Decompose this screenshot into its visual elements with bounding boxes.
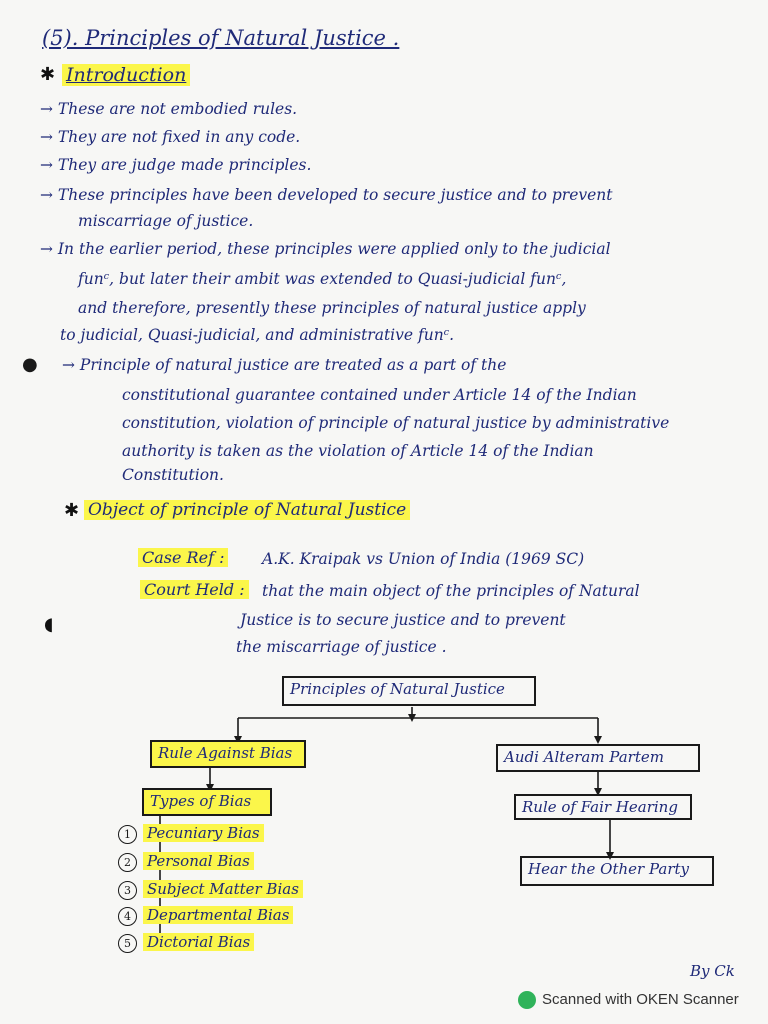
bias-number-3: 3 bbox=[118, 881, 137, 900]
rule-of-fair-hearing-box: Rule of Fair Hearing bbox=[514, 794, 692, 820]
bias-label-2: Personal Bias bbox=[143, 852, 254, 870]
bias-number-1: 1 bbox=[118, 825, 137, 844]
intro-line-1: → These are not embodied rules. bbox=[40, 100, 298, 118]
hear-other-party-box: Hear the Other Party bbox=[520, 856, 714, 886]
audi-alteram-partem-box: Audi Alteram Partem bbox=[496, 744, 700, 772]
intro-line-11: constitutional guarantee contained under Article 14 of the Indian bbox=[122, 386, 637, 404]
case-ref-value: A.K. Kraipak vs Union of India (1969 SC) bbox=[262, 550, 585, 568]
court-held-label-text: Court Held : bbox=[140, 580, 249, 599]
court-held-line-3: the miscarriage of justice . bbox=[236, 638, 447, 656]
types-of-bias-box: Types of Bias bbox=[142, 788, 272, 816]
intro-heading-text: Introduction bbox=[62, 64, 190, 86]
signature: By Ck bbox=[690, 962, 735, 980]
intro-line-13: authority is taken as the violation of Article 14 of the Indian bbox=[122, 442, 594, 460]
bias-number-5: 5 bbox=[118, 934, 137, 953]
intro-line-7: funᶜ, but later their ambit was extended to Quasi-judicial funᶜ, bbox=[78, 270, 567, 288]
bias-item-4 bbox=[118, 906, 293, 926]
bias-item-1 bbox=[118, 824, 264, 844]
bias-item-3 bbox=[118, 880, 303, 900]
object-heading-text: Object of principle of Natural Justice bbox=[84, 500, 410, 520]
intro-line-4: → These principles have been developed to secure justice and to prevent bbox=[40, 186, 613, 204]
bias-item-2 bbox=[118, 852, 254, 872]
scanner-footer-text: Scanned with OKEN Scanner bbox=[542, 991, 739, 1008]
bias-number-2: 2 bbox=[118, 853, 137, 872]
star-marker-icon: ✱ bbox=[40, 64, 56, 85]
intro-line-6: → In the earlier period, these principles were applied only to the judicial bbox=[40, 240, 611, 258]
intro-line-3: → They are judge made principles. bbox=[40, 156, 312, 174]
star-marker-icon: ✱ bbox=[64, 500, 80, 521]
rule-against-bias-box: Rule Against Bias bbox=[150, 740, 306, 768]
bias-item-5 bbox=[118, 933, 254, 953]
scanner-logo-icon bbox=[518, 991, 536, 1009]
bias-label-5: Dictorial Bias bbox=[143, 933, 254, 951]
bias-label-3: Subject Matter Bias bbox=[143, 880, 303, 898]
intro-line-12: constitution, violation of principle of natural justice by administrative bbox=[122, 414, 670, 432]
diagram-root-box: Principles of Natural Justice bbox=[282, 676, 536, 706]
court-held-line-1: that the main object of the principles of Natural bbox=[262, 582, 640, 600]
intro-line-8: and therefore, presently these principles of natural justice apply bbox=[78, 299, 586, 317]
page-title: (5). Principles of Natural Justice . bbox=[42, 26, 400, 50]
intro-line-5: miscarriage of justice. bbox=[78, 212, 254, 230]
case-ref-label-text: Case Ref : bbox=[138, 548, 228, 567]
bias-label-4: Departmental Bias bbox=[143, 906, 293, 924]
bias-number-4: 4 bbox=[118, 907, 137, 926]
bullet-dot-icon: ● bbox=[22, 354, 38, 375]
intro-line-2: → They are not fixed in any code. bbox=[40, 128, 301, 146]
intro-line-10: → Principle of natural justice are treated as a part of the bbox=[62, 356, 507, 374]
bias-label-1: Pecuniary Bias bbox=[143, 824, 264, 842]
intro-line-9: to judicial, Quasi-judicial, and administrative funᶜ. bbox=[60, 326, 455, 344]
court-held-line-2: Justice is to secure justice and to prevent bbox=[240, 611, 566, 629]
intro-line-14: Constitution. bbox=[122, 466, 224, 484]
margin-mark-icon: ◖ bbox=[44, 614, 54, 635]
